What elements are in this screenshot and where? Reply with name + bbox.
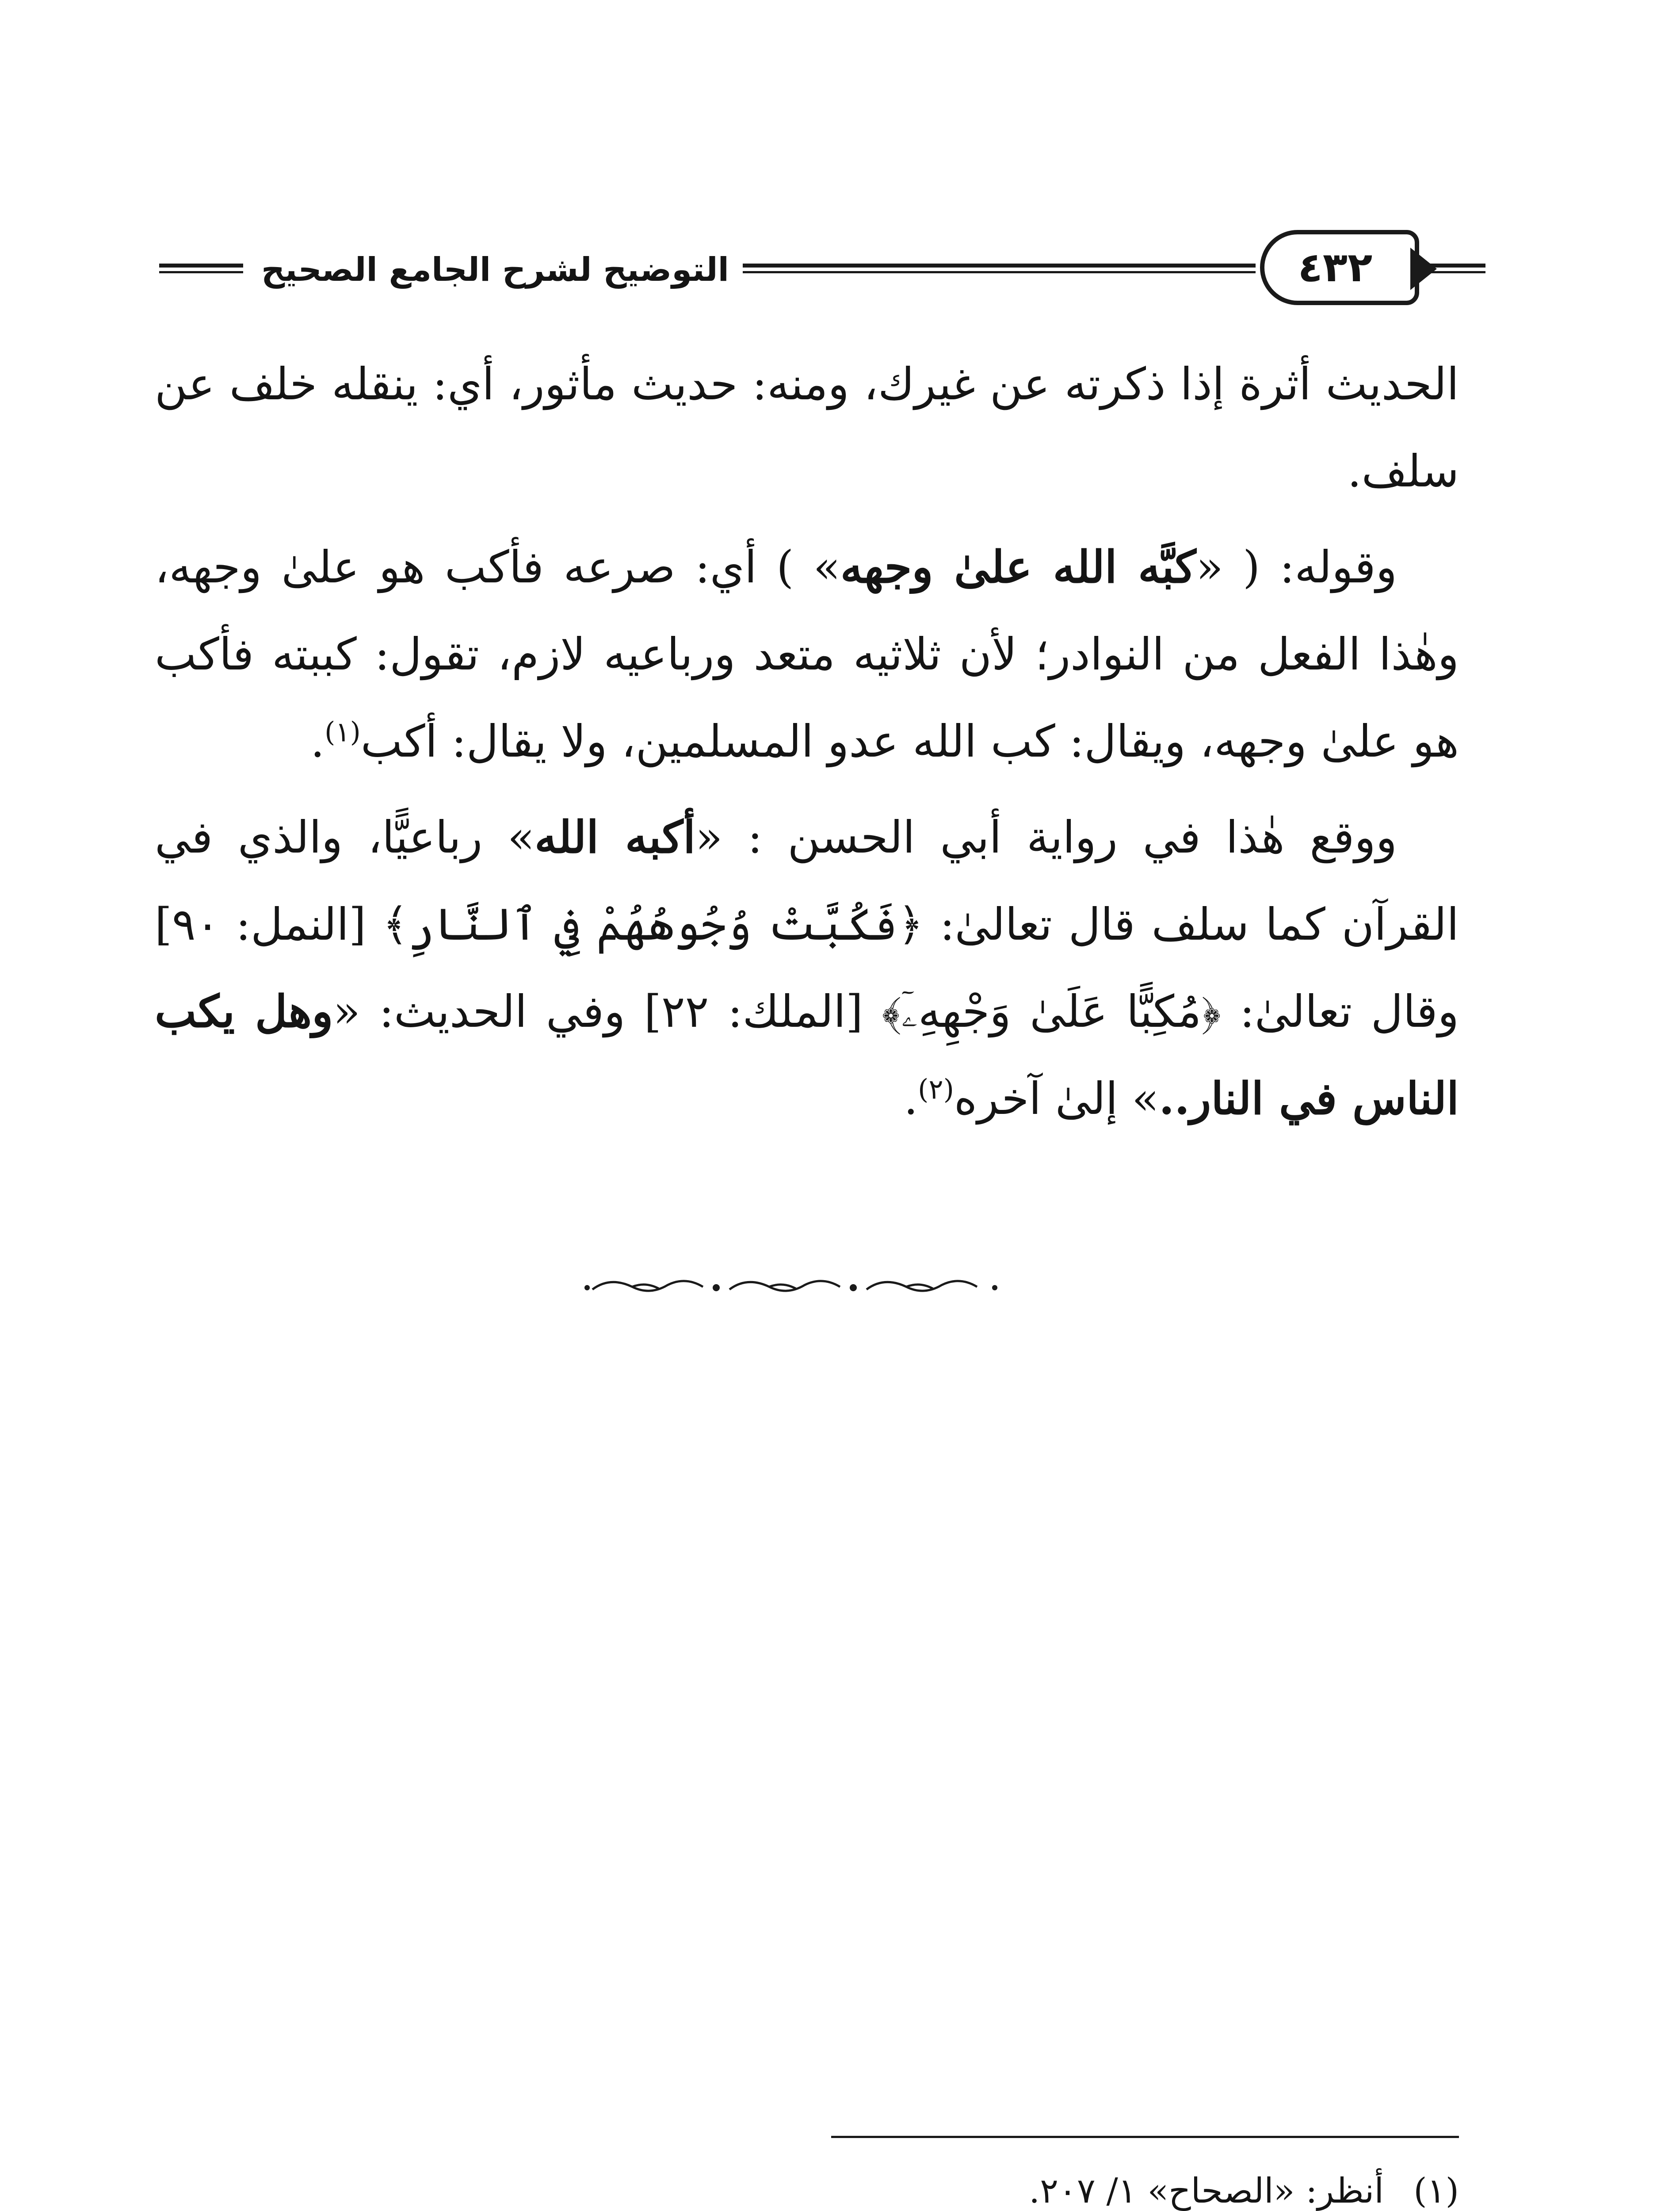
footnote-1 <box>155 2158 1459 2211</box>
footnotes <box>155 2158 1459 2211</box>
footnote-ref-1[interactable]: (١) <box>325 715 361 748</box>
p3-quoted-phrase-1: أكبه الله <box>535 811 696 863</box>
p3-part-e: » إلىٰ آخره <box>954 1073 1159 1125</box>
p2-part-a: وقوله: ( « <box>1196 541 1397 593</box>
footnote-1-number: (١) <box>1413 2171 1459 2211</box>
p2-end: . <box>310 715 325 767</box>
footnote-1-text: أنظر: «الصحاح» ١/ ٢٠٧. <box>1029 2171 1384 2211</box>
p2-part-b: » ) أي: صرعه فأكب هو علىٰ وجهه، وهٰذا الفعل من النوادر؛ لأن ثلاثيه متعد ورباعيه لازم، تقول: كببته فأكب هو علىٰ وجهه، ويقال: كب الله عدو المسلمين، ولا يقال: أكب <box>155 541 1459 767</box>
footnote-ref-2[interactable]: (٢) <box>918 1073 954 1106</box>
header-rule-middle <box>743 264 1256 273</box>
p2-quoted-phrase: كبَّه الله علىٰ وجهه <box>840 541 1196 593</box>
ornament-icon <box>584 1274 1008 1300</box>
paragraph-3 <box>155 794 1459 1142</box>
header-rule-right <box>1424 264 1485 273</box>
p3-part-d: [الملك: ٢٢] وفي الحديث: « <box>333 986 882 1037</box>
footnote-separator <box>831 2136 1459 2138</box>
section-ornament <box>584 1274 1008 1300</box>
running-header <box>159 230 1485 310</box>
p3-part-c: [النمل: ٩٠] وقال تعالىٰ: <box>155 899 1459 1037</box>
paragraph-1-text: الحديث أثرة إذا ذكرته عن غيرك، ومنه: حديث مأثور، أي: ينقله خلف عن سلف. <box>155 358 1459 497</box>
p3-part-b: » رباعيًّا، والذي في القرآن كما سلف قال تعالىٰ: <box>155 811 1459 950</box>
p3-quoted-hadith: وهل يكب الناس في النار.. <box>155 985 1459 1125</box>
running-title: التوضيح لشرح الجامع الصحيح <box>261 251 729 289</box>
p3-part-a: ووقع هٰذا في رواية أبي الحسن : « <box>695 811 1397 863</box>
header-rule-left <box>159 264 243 273</box>
p3-end: . <box>904 1073 918 1125</box>
quran-verse-2: ﴿مُكِبًّا عَلَىٰ وَجْهِهِۦٓ﴾ <box>882 986 1221 1037</box>
quran-verse-1: ﴿فَكُبَّتْ وُجُوهُهُمْ فِي ٱلنَّارِ﴾ <box>382 899 924 950</box>
paragraph-2 <box>155 524 1459 785</box>
paragraph-1 <box>155 340 1459 515</box>
page-number: ٤٣٢ <box>1298 244 1373 291</box>
body-text <box>155 340 1459 1151</box>
